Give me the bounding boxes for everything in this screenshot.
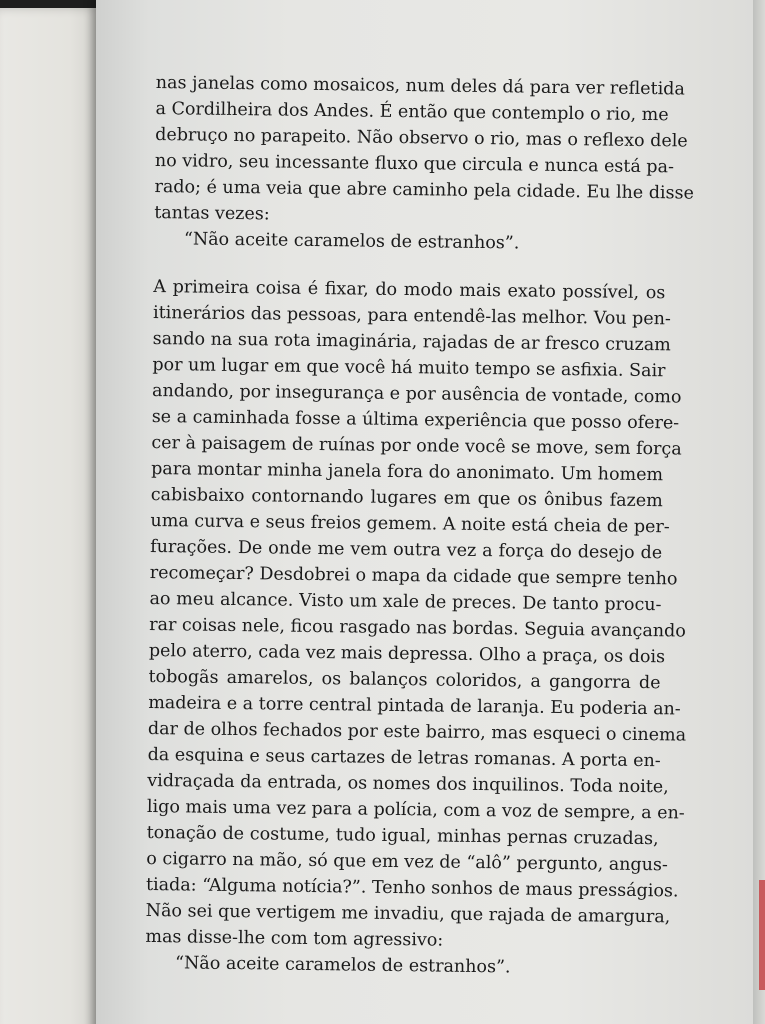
text-line: furações. De onde me vem outra vez a força do desejo de <box>150 536 663 564</box>
text-line: debruço no parapeito. Não observo o rio, mas o reflexo dele <box>155 124 688 152</box>
text-line: andando, por insegurança e por ausência de vontade, como <box>151 380 682 408</box>
text-line: sando na sua rota imaginária, rajadas de ar fresco cruzam <box>152 328 671 356</box>
text-line: o cigarro na mão, só que em vez de “alô” pergunto, angus- <box>146 848 668 876</box>
text-line: A primeira coisa é fixar, do modo mais exato possível, os <box>153 276 666 304</box>
paragraph-1 <box>154 70 695 232</box>
text-line: da esquina e seus cartazes de letras romanas. A porta en- <box>147 744 661 772</box>
text-line: rar coisas nele, ficou rasgado nas bordas. Seguia avançando <box>149 614 686 642</box>
quote-2: “Não aceite caramelos de estranhos”. <box>174 953 511 978</box>
text-line: no vidro, seu incessante fluxo que circula e nunca está pa- <box>154 150 675 178</box>
text-line: madeira e a torre central pintada de laranja. Eu poderia an- <box>148 692 681 720</box>
page-text <box>145 70 695 982</box>
text-line: cabisbaixo contornando lugares em que os ônibus fazem <box>150 484 663 512</box>
text-line: tonação de costume, tudo igual, minhas pernas cruzadas, <box>146 822 659 850</box>
text-line: para montar minha janela fora do anonimato. Um homem <box>151 458 664 486</box>
text-line: tiada: “Alguma notícia?”. Tenho sonhos de maus presságios. <box>145 874 679 902</box>
text-line: cer à paisagem de ruínas por onde você se move, sem força <box>151 432 682 460</box>
text-line: nas janelas como mosaicos, num deles dá para ver refletida <box>155 72 685 100</box>
text-line: ligo mais uma vez para a polícia, com a voz de sempre, a en- <box>146 796 685 824</box>
text-line: ao meu alcance. Visto um xale de preces. De tanto procu- <box>149 588 662 616</box>
text-line: rado; é uma veia que abre caminho pela cidade. Eu lhe disse <box>154 176 695 204</box>
text-line: por um lugar em que você há muito tempo se asfixia. Sair <box>152 354 666 382</box>
text-line: vidraçada da entrada, os nomes dos inquilinos. Toda noite, <box>147 770 669 798</box>
text-line: Não sei que vertigem me invadiu, que rajada de amargura, <box>145 900 671 928</box>
quote-1: “Não aceite caramelos de estranhos”. <box>183 229 520 254</box>
page-stack-edge <box>753 0 765 1024</box>
text-line: mas disse-lhe com tom agressivo: <box>145 926 444 951</box>
left-page-edge <box>0 8 100 1024</box>
text-line: tantas vezes: <box>154 202 270 225</box>
text-line: se a caminhada fosse a última experiência que posso ofere- <box>151 406 680 434</box>
text-line: uma curva e seus freios gemem. A noite está cheia de per- <box>150 510 670 538</box>
text-line: dar de olhos fechados por este bairro, mas esqueci o cinema <box>147 718 687 746</box>
red-bookmark-edge <box>759 880 765 990</box>
text-line: tobogãs amarelos, os balanços coloridos, a gangorra de <box>148 666 661 694</box>
text-line: a Cordilheira dos Andes. É então que contemplo o rio, me <box>155 98 669 126</box>
paragraph-2 <box>145 274 687 956</box>
text-line: recomeçar? Desdobrei o mapa da cidade que sempre tenho <box>149 562 678 590</box>
text-line: itinerários das pessoas, para entendê-las melhor. Vou pen- <box>152 302 671 330</box>
text-line: pelo aterro, cada vez mais depressa. Olho a praça, os dois <box>148 640 666 668</box>
